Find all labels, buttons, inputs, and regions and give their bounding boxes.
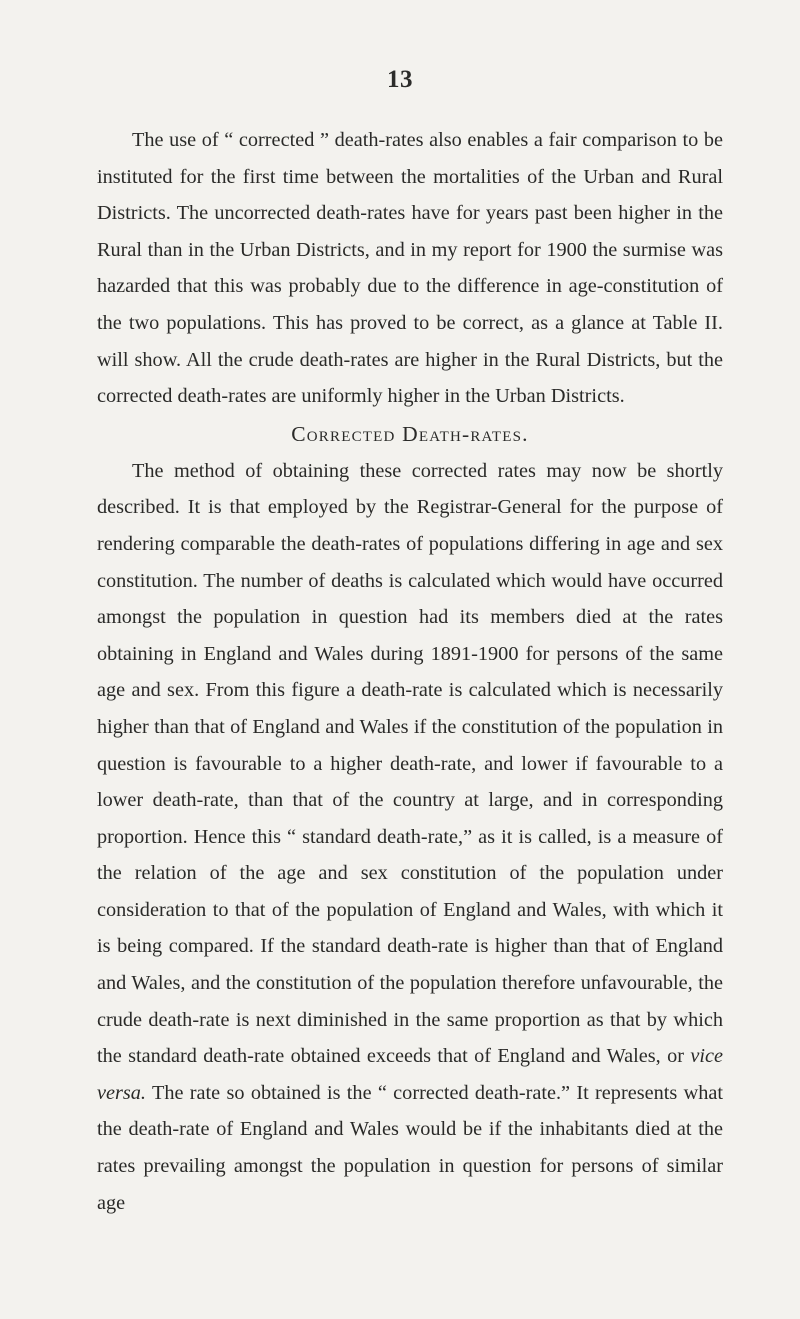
body-text: [97, 122, 723, 1221]
page-number: 13: [387, 66, 413, 93]
section-heading: Corrected Death-rates.: [291, 421, 529, 446]
paragraph-text-part-1: The method of obtaining these corrected rates may now be shortly described. It is that employed by the Registrar-General for the purpose of rendering comparable the death-rates of populations differing in age and sex constitution. The number of deaths is calculated which would have occurred amongst the population in question had its members died at the rates obtaining in England and Wales during 1891-1900 for persons of the same age and sex. From this figure a death-rate is calculated which is necessarily higher than that of England and Wales if the constitution of the population in question is favourable to a higher death-rate, and lower if favourable to a lower death-rate, than that of the country at large, and in corresponding proportion. Hence this “ standard death-rate,” as it is called, is a measure of the relation of the age and sex constitution of the population under consideration to that of the population of England and Wales, with which it is being compared. If the standard death-rate is higher than that of England and Wales, and the constitution of the population therefore unfavourable, the crude death-rate is next diminished in the same proportion as that by which the standard death-rate obtained exceeds that of England and Wales, or: [97, 459, 723, 1068]
paragraph-method-description: [97, 453, 723, 1221]
paragraph-urban-rural-comparison: The use of “ corrected ” death-rates also enables a fair comparison to be instituted for the first time between the mortalities of the Urban and Rural Districts. The uncorrected death-rates have for years past been higher in the Rural than in the Urban Districts, and in my report for 1900 the surmise was hazarded that this was probably due to the difference in age-constitution of the two populations. This has proved to be correct, as a glance at Table II. will show. All the crude death-rates are higher in the Rural Districts, but the corrected death-rates are uniformly higher in the Urban Districts.: [97, 129, 723, 408]
paragraph-text-part-2: The rate so obtained is the “ corrected death-rate.” It represents what the death-rate of England and Wales would be if the inhabitants died at the rates prevailing amongst the population in question for persons of similar age: [97, 1081, 723, 1214]
italic-phrase: vice versa.: [97, 1045, 723, 1104]
